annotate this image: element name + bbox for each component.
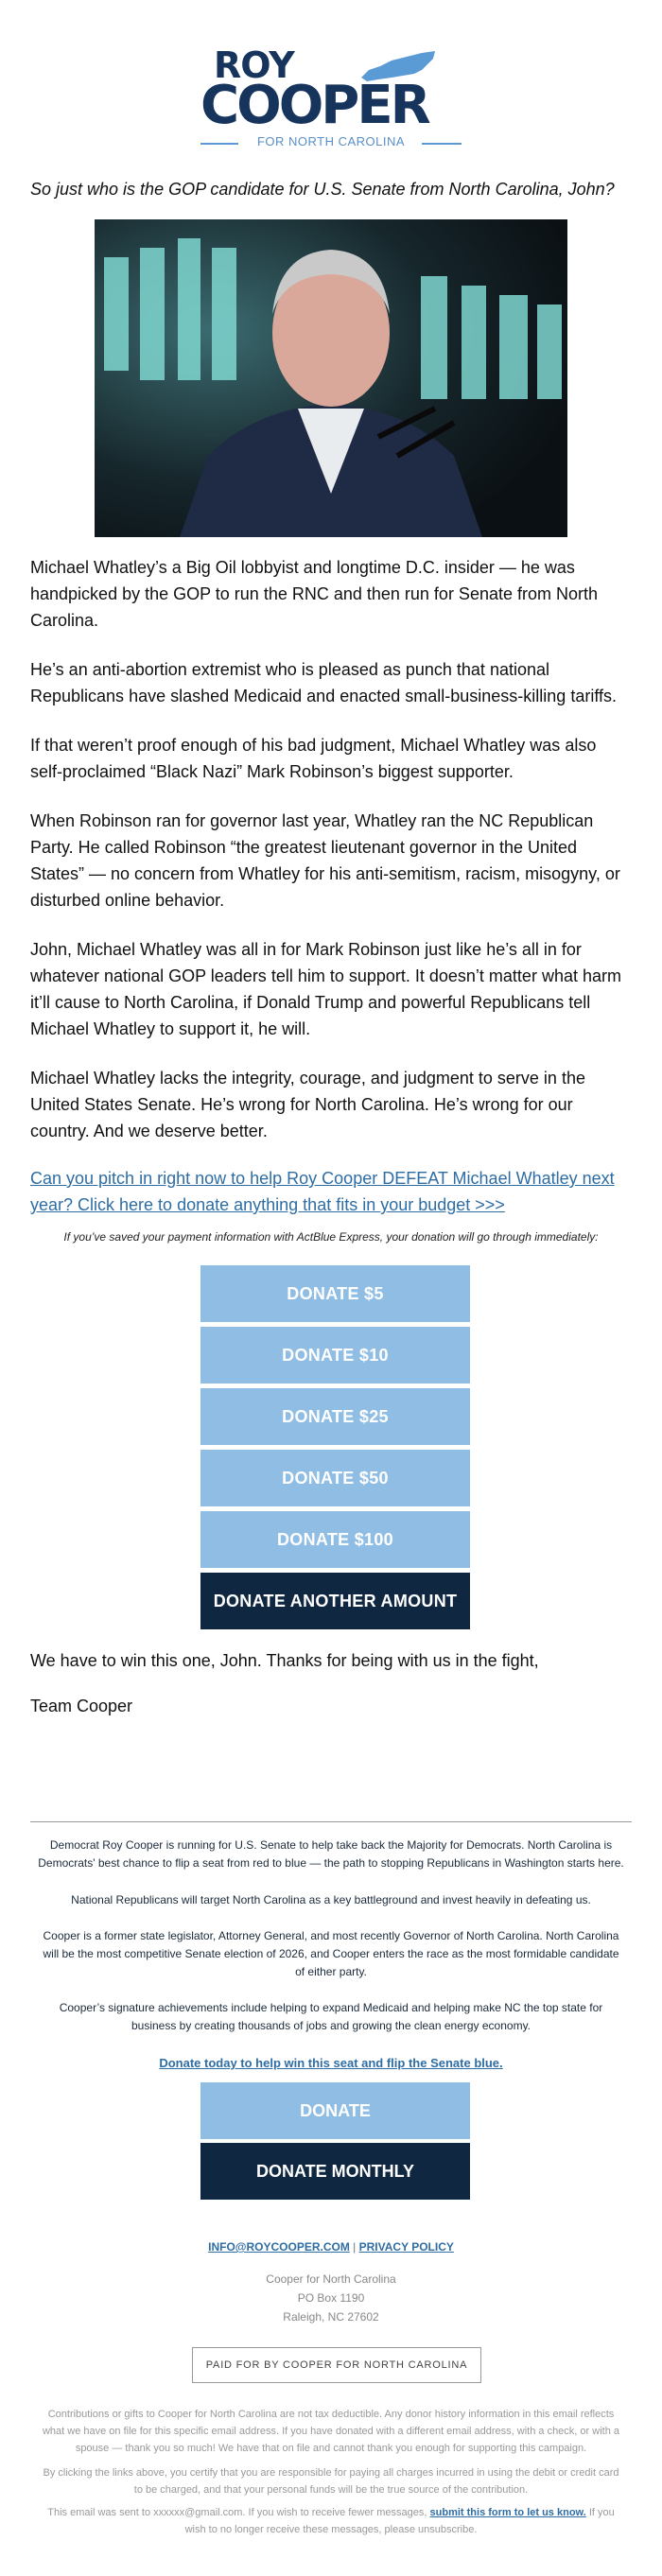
- logo-cooper-text: COOPER: [200, 75, 428, 136]
- actblue-express-note: If you’ve saved your payment information with ActBlue Express, your donation will go through immediately:: [63, 1230, 599, 1244]
- footer-donate-monthly-button[interactable]: DONATE MONTHLY: [200, 2143, 470, 2200]
- donate-10-button[interactable]: DONATE $10: [200, 1327, 470, 1384]
- footer-paragraph: Democrat Roy Cooper is running for U.S. Senate to help take back the Majority for Democrats. North Carolina is Democrats' best chance to flip a seat from red to blue — the path to stopping Republicans in Washington starts here.: [38, 1838, 624, 1870]
- footer-donate-button[interactable]: DONATE: [200, 2082, 470, 2139]
- footer-divider: [30, 1821, 632, 1822]
- footer-contact-links: [0, 2240, 662, 2254]
- unsubscribe-text-pre: This email was sent to xxxxxx@gmail.com. If you wish to receive fewer messages,: [47, 2507, 427, 2518]
- logo-rule-left: [200, 143, 238, 145]
- logo-tagline: FOR NORTH CAROLINA: [256, 134, 406, 148]
- footer-paragraph: Cooper is a former state legislator, Attorney General, and most recently Governor of North Carolina. North Carolina will be the most competitive Senate election of 2026, and Cooper enters the race as the most formidable candidate of either party.: [43, 1929, 619, 1978]
- donate-50-button[interactable]: DONATE $50: [200, 1450, 470, 1506]
- body-paragraph: He’s an anti-abortion extremist who is pleased as punch that national Republicans have slashed Medicaid and enacted small-business-killing tariffs.: [30, 660, 617, 705]
- body-paragraph: John, Michael Whatley was all in for Mark Robinson just like he’s all in for whatever national GOP leaders tell him to support. It doesn’t matter what harm it’ll cause to North Carolina, if Donald Trump and powerful Republicans tell Michael Whatley to support it, he will.: [30, 940, 621, 1038]
- legal-notice: Contributions or gifts to Cooper for North Carolina are not tax deductible. Any donor history information in this email reflects what we have on file for this specific email address. If you have donated with a different email address, with a check, or with a spouse — thank you so much! We have that on file and cannot thank you enough for supporting this campaign.: [42, 2409, 619, 2454]
- footer-donate-link[interactable]: Donate today to help win this seat and flip the Senate blue.: [159, 2056, 503, 2070]
- address-line: Cooper for North Carolina: [266, 2272, 396, 2286]
- donate-cta-link[interactable]: Can you pitch in right now to help Roy Cooper DEFEAT Michael Whatley next year? Click here to donate anything that fits in your budget >>>: [30, 1169, 615, 1214]
- paid-for-disclaimer: PAID FOR BY COOPER FOR NORTH CAROLINA: [192, 2347, 481, 2383]
- donate-another-amount-button[interactable]: DONATE ANOTHER AMOUNT: [200, 1573, 470, 1629]
- body-paragraph: When Robinson ran for governor last year, Whatley ran the NC Republican Party. He called Robinson “the greatest lieutenant governor in the United States” — no concern from Whatley for his anti-semitism, racism, misogyny, or disturbed online behavior.: [30, 811, 620, 910]
- address-line: Raleigh, NC 27602: [283, 2310, 379, 2324]
- contact-separator: |: [353, 2240, 357, 2254]
- footer-paragraph: Cooper’s signature achievements include helping to expand Medicaid and helping make NC the top state for business by creating thousands of jobs and growing the clean energy economy.: [59, 2001, 603, 2032]
- contact-email-link[interactable]: INFO@ROYCOOPER.COM: [208, 2240, 350, 2254]
- unsubscribe-notice: [38, 2504, 624, 2538]
- candidate-photo-illustration: [95, 219, 567, 537]
- body-paragraph: Michael Whatley lacks the integrity, courage, and judgment to serve in the United States Senate. He’s wrong for North Carolina. He’s wrong for our country. And we deserve better.: [30, 1069, 585, 1140]
- donate-5-button[interactable]: DONATE $5: [200, 1265, 470, 1322]
- closing-line: We have to win this one, John. Thanks for being with us in the fight,: [30, 1651, 539, 1670]
- legal-notice: By clicking the links above, you certify that you are responsible for paying all charges incurred in using the debit or credit card to be charged, and that your personal funds will be the true source of the contribution.: [43, 2467, 619, 2496]
- body-paragraph: Michael Whatley’s a Big Oil lobbyist and longtime D.C. insider — he was handpicked by the GOP to run the RNC and then run for Senate from North Carolina.: [30, 558, 599, 630]
- submit-form-link[interactable]: submit this form to let us know.: [429, 2507, 586, 2518]
- address-line: PO Box 1190: [297, 2291, 365, 2305]
- logo-rule-right: [422, 143, 462, 145]
- body-paragraph: If that weren’t proof enough of his bad judgment, Michael Whatley was also self-proclaimed “Black Nazi” Mark Robinson’s biggest supporter.: [30, 736, 597, 781]
- signature: Team Cooper: [30, 1697, 133, 1715]
- candidate-photo: [95, 219, 567, 537]
- privacy-policy-link[interactable]: PRIVACY POLICY: [358, 2240, 454, 2254]
- email-headline: So just who is the GOP candidate for U.S. Senate from North Carolina, John?: [30, 180, 615, 199]
- donate-100-button[interactable]: DONATE $100: [200, 1511, 470, 1568]
- unsubscribe-text-post: If you wish to no longer receive these messages, please unsubscribe.: [184, 2507, 615, 2535]
- donate-25-button[interactable]: DONATE $25: [200, 1388, 470, 1445]
- logo-roy-text: ROY: [214, 44, 294, 86]
- roy-cooper-logo[interactable]: [0, 45, 662, 151]
- footer-paragraph: National Republicans will target North Carolina as a key battleground and invest heavily in defeating us.: [71, 1893, 591, 1906]
